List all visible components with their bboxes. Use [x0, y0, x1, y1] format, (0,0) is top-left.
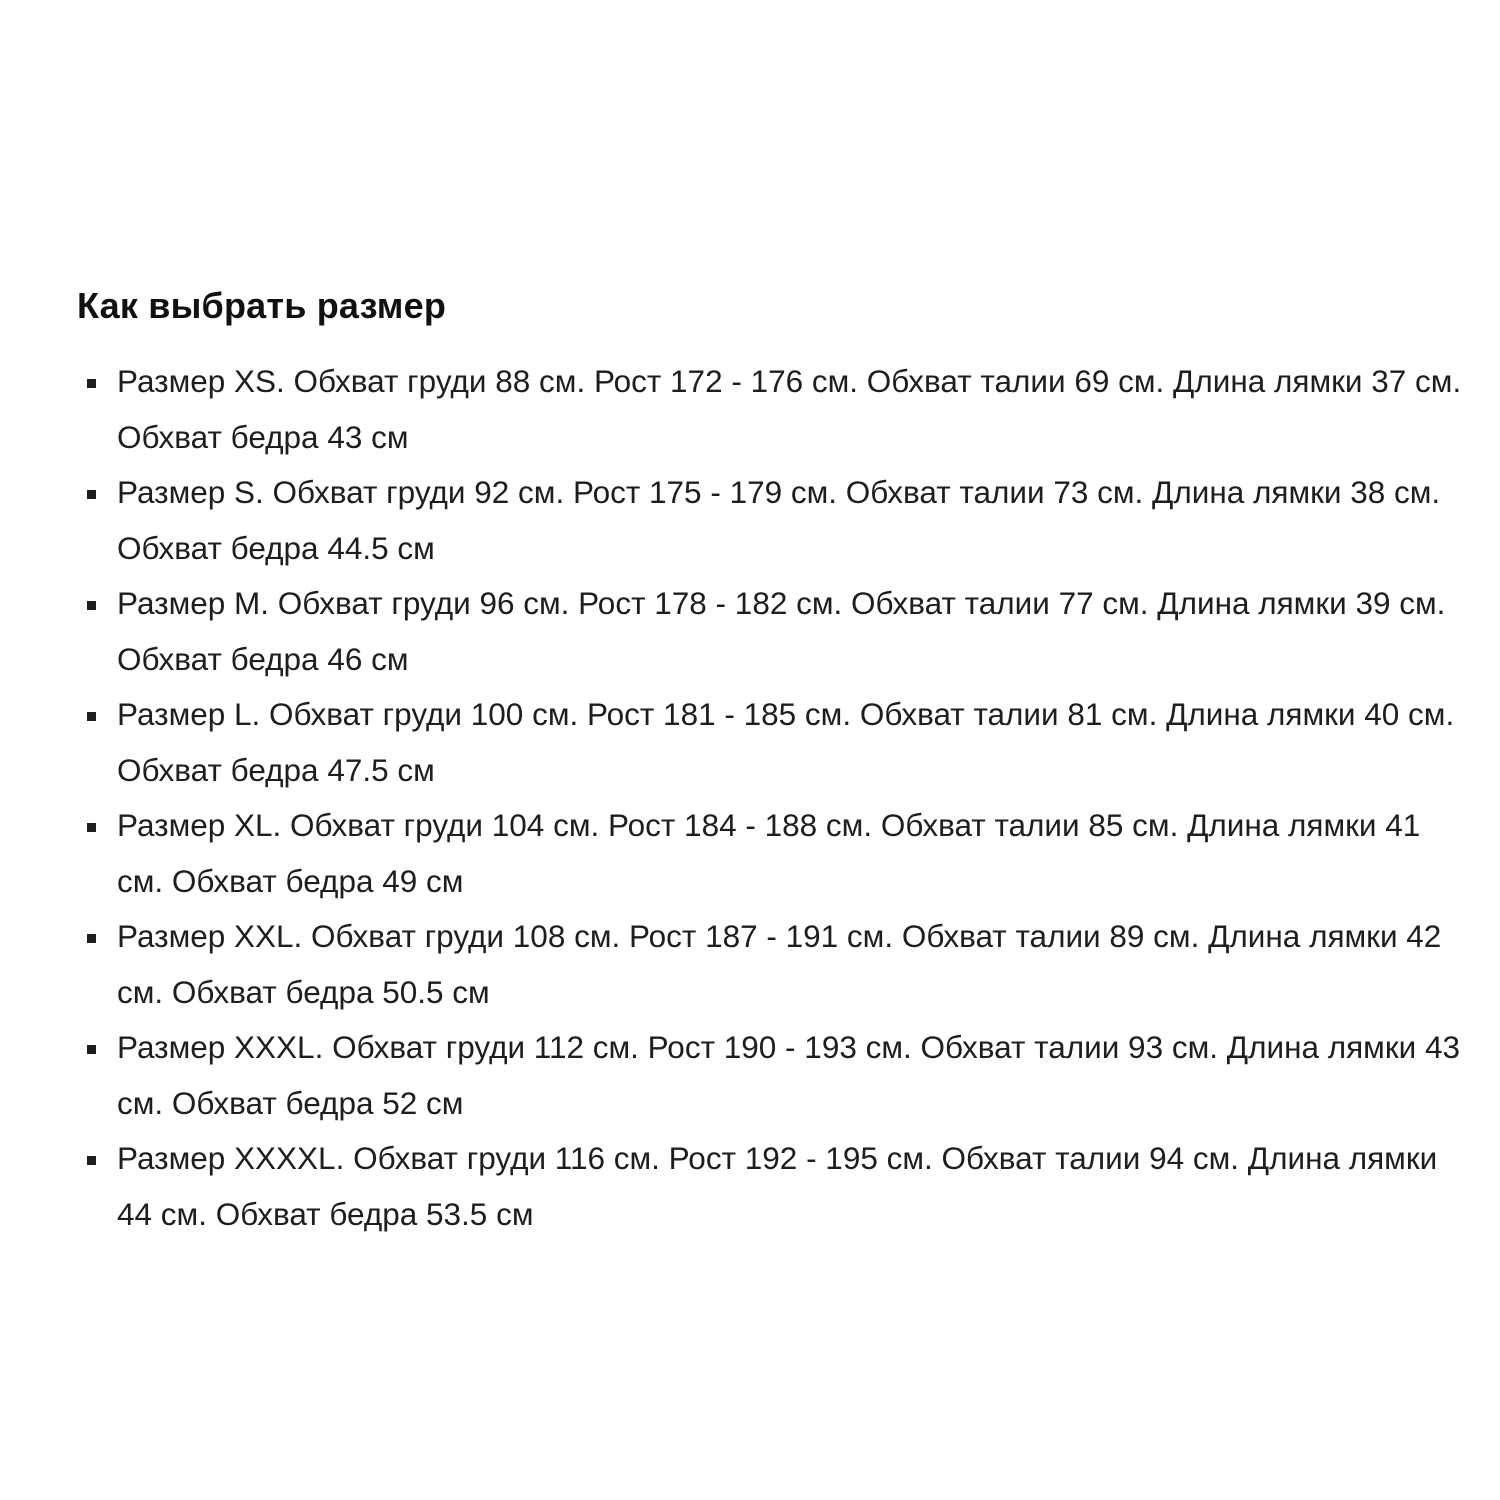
list-item: [77, 354, 1472, 465]
square-bullet-icon: [87, 601, 96, 610]
list-item: [77, 1020, 1472, 1131]
square-bullet-icon: [87, 823, 96, 832]
list-item: [77, 465, 1472, 576]
square-bullet-icon: [87, 934, 96, 943]
list-item: [77, 1131, 1472, 1242]
size-text: Размер XXXXL. Обхват груди 116 см. Рост 192 - 195 см. Обхват талии 94 см. Длина лямки 44 см. Обхват бедра 53.5 см: [117, 1140, 1438, 1232]
size-text: Размер XXL. Обхват груди 108 см. Рост 187 - 191 см. Обхват талии 89 см. Длина лямки 42 см. Обхват бедра 50.5 см: [117, 918, 1442, 1010]
size-text: Размер XS. Обхват груди 88 см. Рост 172 - 176 см. Обхват талии 69 см. Длина лямки 37 см. Обхват бедра 43 см: [117, 363, 1462, 455]
size-guide: [77, 280, 1472, 1242]
square-bullet-icon: [87, 1156, 96, 1165]
square-bullet-icon: [87, 379, 96, 388]
list-item: [77, 798, 1472, 909]
square-bullet-icon: [87, 490, 96, 499]
square-bullet-icon: [87, 712, 96, 721]
size-text: Размер L. Обхват груди 100 см. Рост 181 - 185 см. Обхват талии 81 см. Длина лямки 40 см. Обхват бедра 47.5 см: [117, 696, 1455, 788]
size-text: Размер M. Обхват груди 96 см. Рост 178 - 182 см. Обхват талии 77 см. Длина лямки 39 см. Обхват бедра 46 см: [117, 585, 1446, 677]
list-item: [77, 909, 1472, 1020]
page-title: Как выбрать размер: [77, 285, 447, 326]
list-item: [77, 576, 1472, 687]
size-text: Размер XXXL. Обхват груди 112 см. Рост 190 - 193 см. Обхват талии 93 см. Длина лямки 43 см. Обхват бедра 52 см: [117, 1029, 1460, 1121]
list-item: [77, 687, 1472, 798]
size-text: Размер S. Обхват груди 92 см. Рост 175 - 179 см. Обхват талии 73 см. Длина лямки 38 см. Обхват бедра 44.5 см: [117, 474, 1441, 566]
size-list: [77, 354, 1472, 1242]
size-text: Размер XL. Обхват груди 104 см. Рост 184 - 188 см. Обхват талии 85 см. Длина лямки 41 см. Обхват бедра 49 см: [117, 807, 1421, 899]
square-bullet-icon: [87, 1045, 96, 1054]
